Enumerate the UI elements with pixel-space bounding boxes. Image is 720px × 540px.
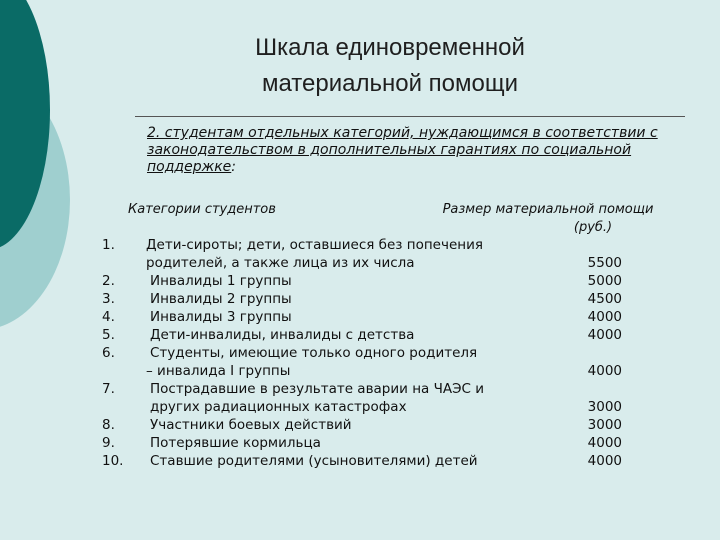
row-number: 8. xyxy=(102,417,115,433)
row-text: Инвалиды 3 группы xyxy=(150,309,292,325)
row-text: Инвалиды 1 группы xyxy=(150,273,292,289)
row-value: 4500 xyxy=(587,291,622,307)
row-value: 4000 xyxy=(587,435,622,451)
intro-text: 2. студентам отдельных категорий, нуждающимся в соответствии с законодательством в дополнительных гарантиях по социальной поддержке xyxy=(147,125,658,175)
row-number: 5. xyxy=(102,327,115,343)
intro-paragraph xyxy=(147,125,687,176)
row-number: 9. xyxy=(102,435,115,451)
row-text: Пострадавшие в результате аварии на ЧАЭС и xyxy=(150,381,485,397)
slide-title xyxy=(180,30,600,102)
header-category: Категории студентов xyxy=(128,202,276,217)
row-value: 3000 xyxy=(587,399,622,415)
row-text-cont: родителей, а также лица из их числа xyxy=(146,255,415,271)
row-number: 4. xyxy=(102,309,115,325)
row-value: 5500 xyxy=(587,255,622,271)
row-value: 4000 xyxy=(587,453,622,469)
row-text-cont: других радиационных катастрофах xyxy=(150,399,407,415)
row-number: 7. xyxy=(102,381,115,397)
row-number: 6. xyxy=(102,345,115,361)
title-line-1: Шкала единовременной xyxy=(255,34,525,61)
title-line-2: материальной помощи xyxy=(261,70,519,97)
row-text: Потерявшие кормильца xyxy=(150,435,321,451)
row-number: 1. xyxy=(102,237,115,253)
row-text: Участники боевых действий xyxy=(150,417,352,433)
header-amount-line-2: (руб.) xyxy=(573,220,613,235)
row-value: 3000 xyxy=(587,417,622,433)
header-amount xyxy=(428,201,668,237)
row-number: 10. xyxy=(102,453,124,469)
row-text: Инвалиды 2 группы xyxy=(150,291,292,307)
row-value: 4000 xyxy=(587,309,622,325)
row-text: Дети-сироты; дети, оставшиеся без попечения xyxy=(146,237,483,253)
title-divider xyxy=(135,116,685,117)
row-text-cont: – инвалида I группы xyxy=(146,363,291,379)
header-amount-line-1: Размер материальной помощи xyxy=(442,202,654,217)
row-value: 4000 xyxy=(587,327,622,343)
row-value: 4000 xyxy=(587,363,622,379)
row-number: 2. xyxy=(102,273,115,289)
row-text: Ставшие родителями (усыновителями) детей xyxy=(150,453,478,469)
row-text: Студенты, имеющие только одного родителя xyxy=(150,345,478,361)
row-value: 5000 xyxy=(587,273,622,289)
row-number: 3. xyxy=(102,291,115,307)
intro-tail: : xyxy=(231,159,236,175)
row-text: Дети-инвалиды, инвалиды с детства xyxy=(150,327,415,343)
